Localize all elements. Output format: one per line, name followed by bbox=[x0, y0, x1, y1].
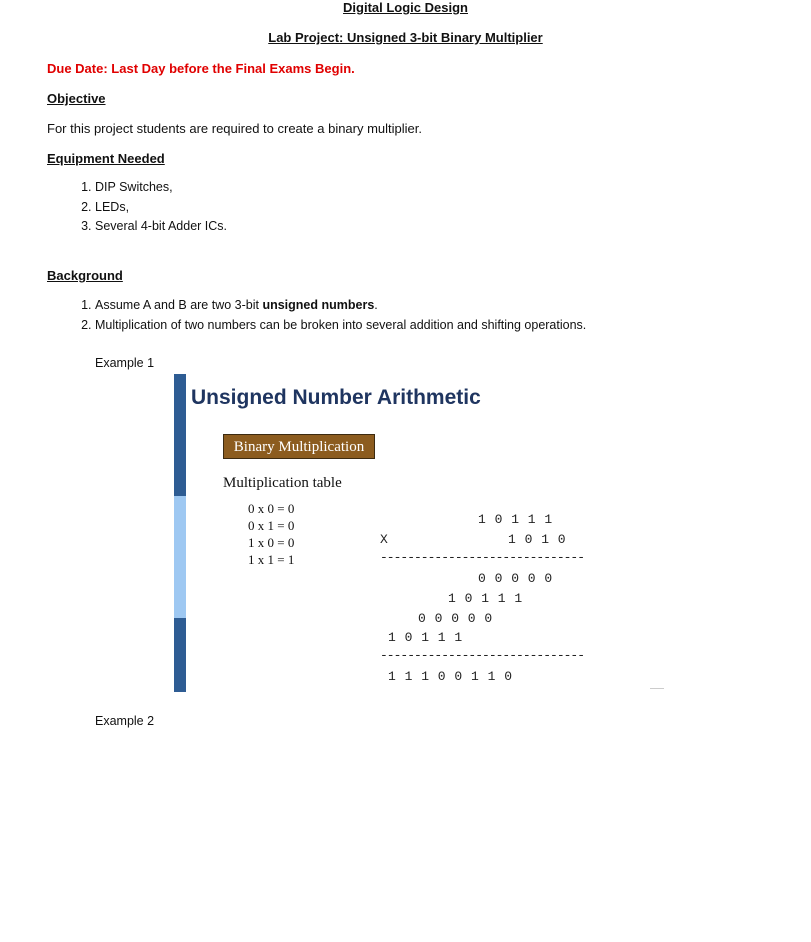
list-item: 2. Multiplication of two numbers can be broken into several addition and shifting operations. bbox=[95, 316, 586, 336]
partial-product: 1 0 1 1 1 bbox=[388, 630, 463, 645]
list-item-bold: unsigned numbers bbox=[262, 298, 375, 312]
product-result: 1 1 1 0 0 1 1 0 bbox=[388, 669, 513, 684]
equipment-list bbox=[48, 178, 227, 237]
example-1-label: Example 1 bbox=[95, 356, 155, 370]
list-item: 3. Several 4-bit Adder ICs. bbox=[95, 217, 227, 237]
list-item bbox=[95, 296, 586, 316]
multiplication-table-row: 0 x 1 = 0 bbox=[248, 518, 295, 533]
list-item-text: . bbox=[374, 298, 378, 312]
partial-product: 0 0 0 0 0 bbox=[418, 611, 493, 626]
partial-product: 0 0 0 0 0 bbox=[478, 571, 553, 586]
multiplicand: 1 0 1 1 1 bbox=[478, 512, 553, 527]
multiplication-table-row: 1 x 0 = 0 bbox=[248, 535, 295, 550]
list-item-text: Assume A and B are two 3-bit bbox=[95, 298, 263, 312]
objective-heading: Objective bbox=[47, 91, 106, 106]
document-title: Digital Logic Design bbox=[343, 0, 468, 15]
slide-title: Unsigned Number Arithmetic bbox=[191, 386, 481, 409]
list-item: 1. DIP Switches, bbox=[95, 178, 227, 198]
slide-accent-bar bbox=[174, 496, 186, 618]
objective-text: For this project students are required to create a binary multiplier. bbox=[47, 121, 423, 136]
multiplier: 1 0 1 0 bbox=[508, 532, 567, 547]
multiply-sign: X bbox=[380, 532, 389, 547]
due-date: Due Date: Last Day before the Final Exams Begin. bbox=[47, 61, 355, 76]
separator-line: ------------------------------ bbox=[380, 648, 585, 663]
multiplication-table-title: Multiplication table bbox=[223, 475, 342, 491]
document-subtitle: Lab Project: Unsigned 3-bit Binary Multiplier bbox=[268, 30, 543, 45]
slide-accent-bar bbox=[174, 618, 186, 692]
background-list bbox=[48, 296, 586, 335]
background-heading: Background bbox=[47, 268, 123, 283]
list-item: 2. LEDs, bbox=[95, 198, 227, 218]
equipment-heading: Equipment Needed bbox=[47, 151, 165, 166]
separator-line: ------------------------------ bbox=[380, 550, 585, 565]
partial-product: 1 0 1 1 1 bbox=[448, 591, 523, 606]
example-2-label: Example 2 bbox=[95, 714, 155, 728]
slide-image bbox=[174, 374, 664, 692]
slide-artifact bbox=[650, 688, 664, 689]
multiplication-table-row: 0 x 0 = 0 bbox=[248, 501, 295, 516]
slide-accent-bar bbox=[174, 374, 186, 496]
multiplication-table-row: 1 x 1 = 1 bbox=[248, 552, 295, 567]
slide-badge: Binary Multiplication bbox=[223, 434, 375, 459]
